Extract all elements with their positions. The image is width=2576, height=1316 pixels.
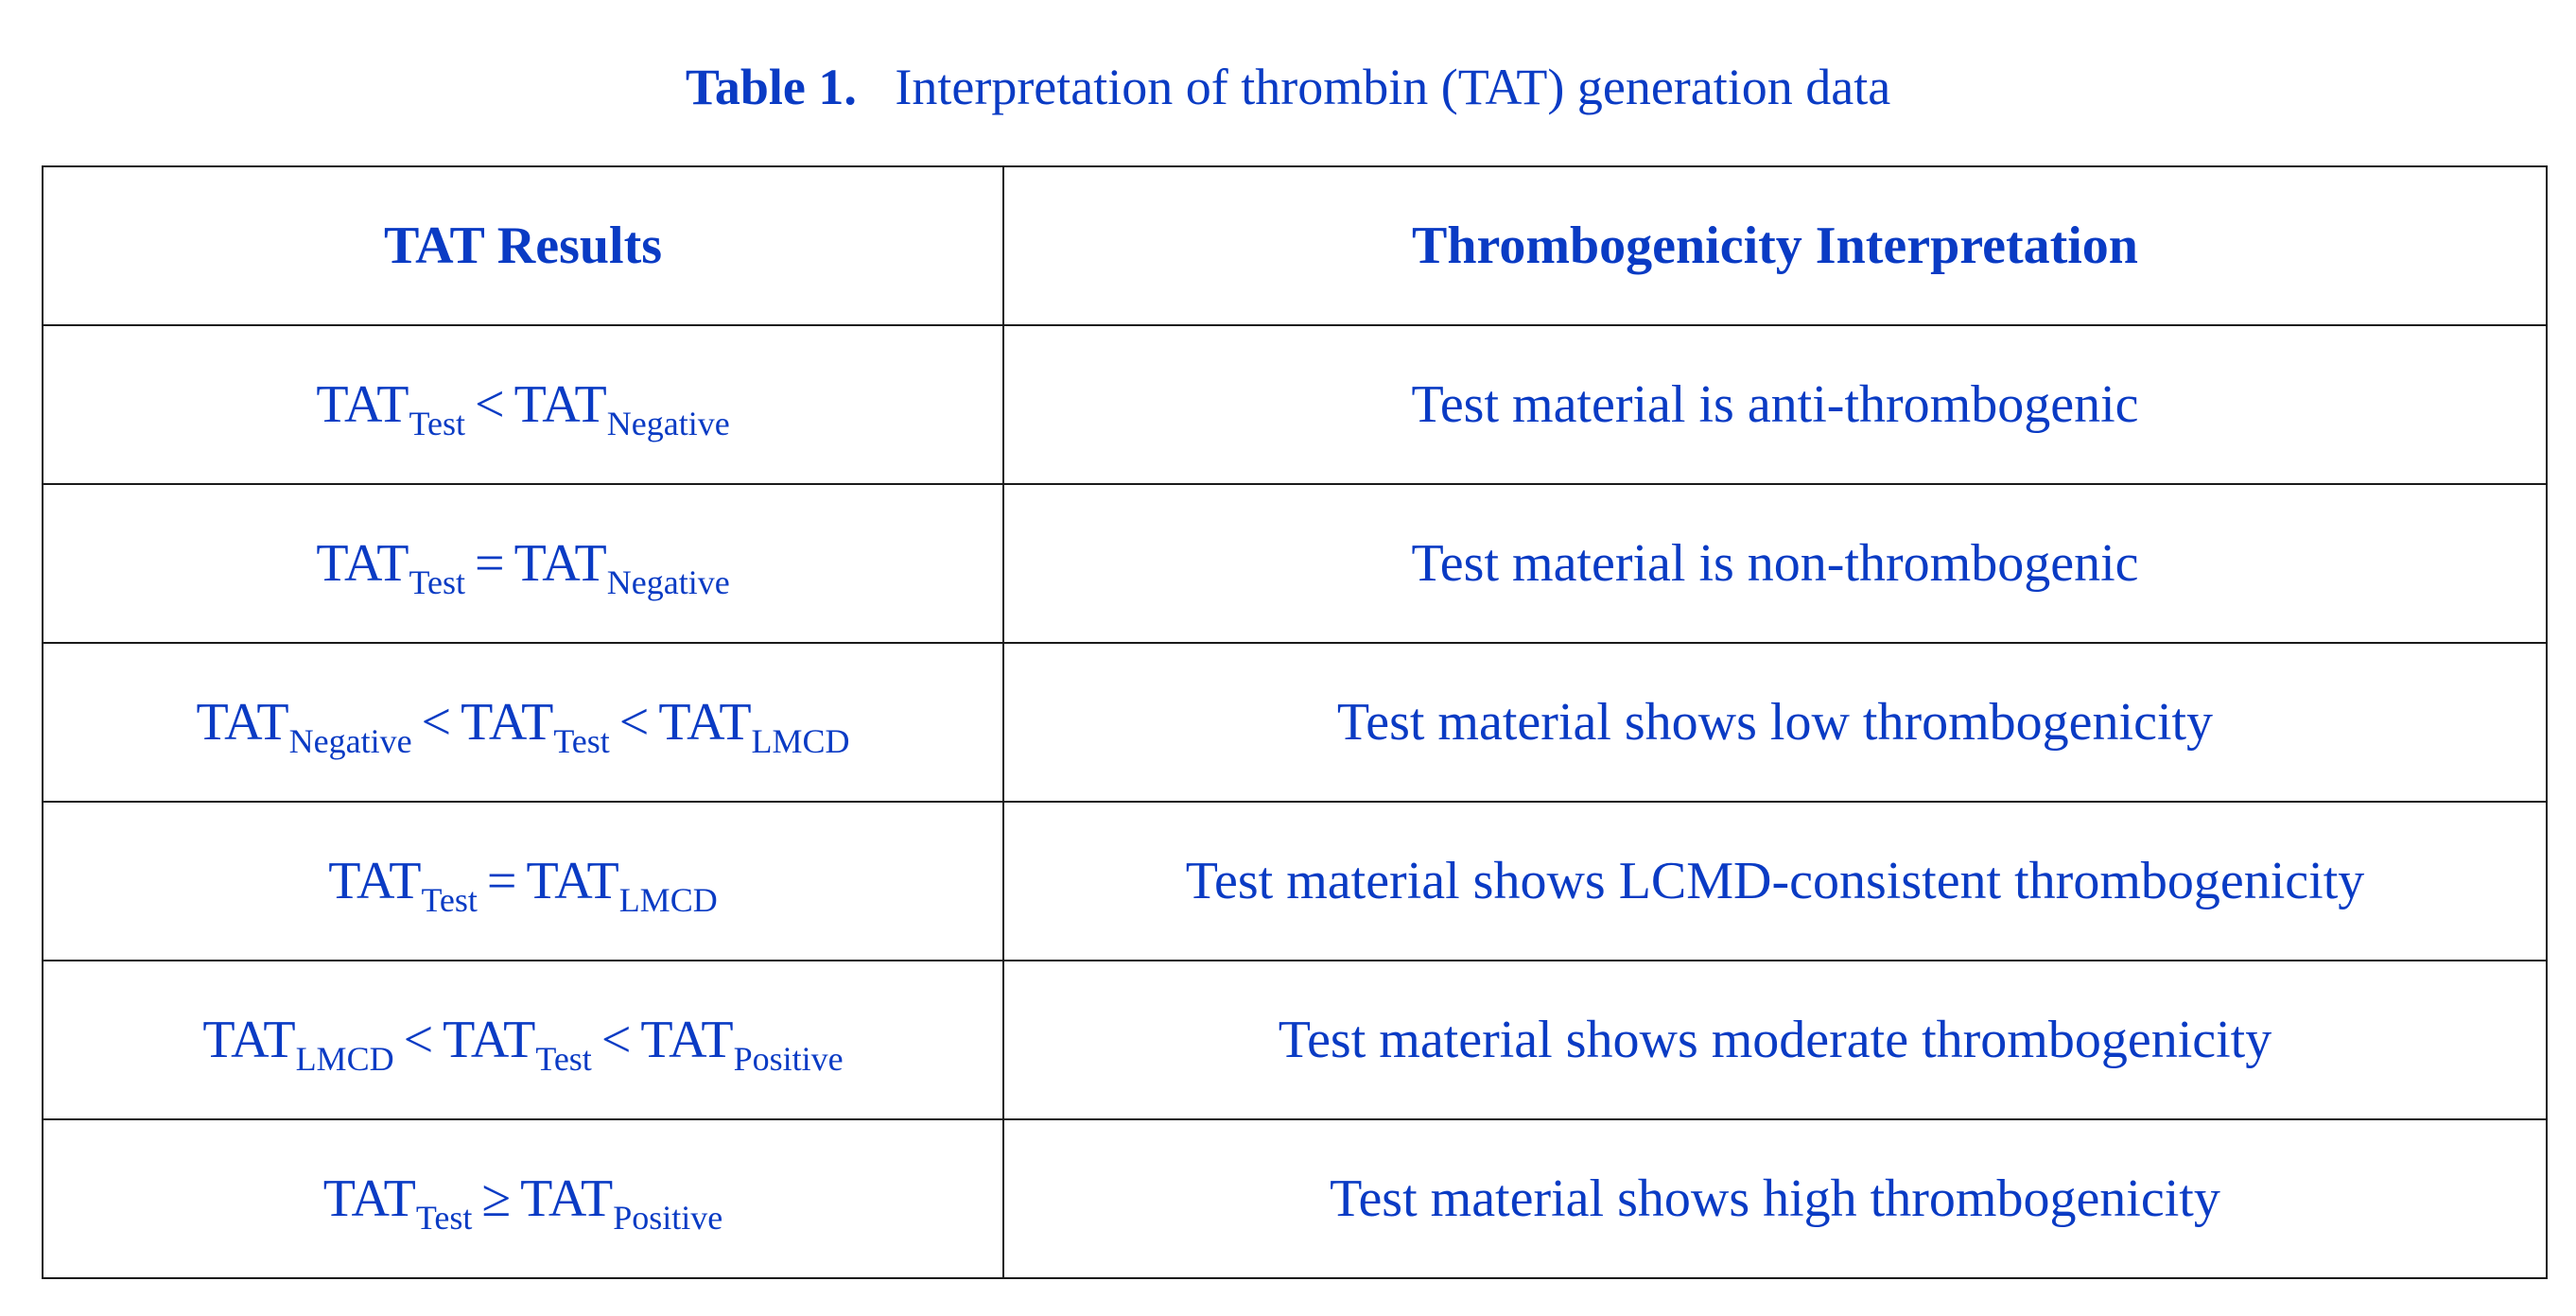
tat-term-base: TAT — [316, 534, 409, 593]
tat-result-cell — [43, 802, 1003, 961]
table-caption-label: Table 1. — [685, 59, 857, 115]
tat-result-expression — [328, 852, 718, 919]
comparison-operator: < — [421, 693, 452, 752]
tat-term — [316, 534, 465, 601]
comparison-operator: = — [474, 534, 505, 593]
tat-term-base: TAT — [328, 852, 422, 910]
tat-term-subscript: Positive — [613, 1199, 723, 1237]
interpretation-cell: Test material is anti-thrombogenic — [1003, 325, 2547, 484]
tat-result-cell — [43, 325, 1003, 484]
tat-term-subscript: Test — [415, 1199, 473, 1237]
tat-term-subscript: Test — [421, 881, 478, 919]
tat-result-expression — [202, 1011, 844, 1078]
tat-result-cell — [43, 1119, 1003, 1278]
comparison-operator: < — [600, 1011, 632, 1069]
comparison-operator: < — [618, 693, 650, 752]
tat-interpretation-table — [42, 165, 2548, 1279]
table-header-row — [43, 166, 2547, 325]
tat-term-base: TAT — [443, 1011, 536, 1069]
tat-term-subscript: Positive — [733, 1040, 844, 1078]
tat-result-expression — [316, 534, 730, 601]
interpretation-cell: Test material shows moderate thrombogenicity — [1003, 961, 2547, 1119]
tat-term-base: TAT — [640, 1011, 734, 1069]
comparison-operator: < — [403, 1011, 434, 1069]
table-row — [43, 643, 2547, 802]
table-body — [43, 325, 2547, 1278]
tat-term-subscript: Test — [535, 1040, 592, 1078]
tat-term-subscript: Test — [553, 722, 610, 760]
table-row — [43, 1119, 2547, 1278]
interpretation-cell: Test material shows LCMD-consistent thrombogenicity — [1003, 802, 2547, 961]
tat-term — [513, 375, 730, 442]
table-row — [43, 325, 2547, 484]
tat-term — [640, 1011, 844, 1078]
table-row — [43, 802, 2547, 961]
tat-result-expression — [196, 693, 850, 760]
tat-result-expression — [322, 1169, 723, 1237]
tat-term-base: TAT — [322, 1169, 416, 1228]
table-row — [43, 484, 2547, 643]
tat-term — [322, 1169, 473, 1237]
header-tat-results: TAT Results — [43, 166, 1003, 325]
interpretation-cell: Test material shows low thrombogenicity — [1003, 643, 2547, 802]
tat-term-base: TAT — [526, 852, 619, 910]
tat-result-cell — [43, 643, 1003, 802]
tat-term — [461, 693, 610, 760]
tat-term-base: TAT — [658, 693, 752, 752]
tat-result-cell — [43, 484, 1003, 643]
tat-term — [526, 852, 718, 919]
header-thrombogenicity-interpretation: Thrombogenicity Interpretation — [1003, 166, 2547, 325]
comparison-operator: ≥ — [481, 1169, 512, 1228]
tat-term — [658, 693, 850, 760]
tat-term — [520, 1169, 723, 1237]
tat-result-expression — [316, 375, 730, 442]
comparison-operator: = — [486, 852, 517, 910]
tat-term — [513, 534, 730, 601]
tat-result-cell — [43, 961, 1003, 1119]
tat-term — [443, 1011, 592, 1078]
tat-term — [328, 852, 478, 919]
interpretation-cell: Test material shows high thrombogenicity — [1003, 1119, 2547, 1278]
tat-term-base: TAT — [513, 534, 607, 593]
tat-term-base: TAT — [196, 693, 289, 752]
tat-term-subscript: Negative — [606, 563, 730, 601]
tat-term-base: TAT — [316, 375, 409, 434]
comparison-operator: < — [474, 375, 505, 434]
tat-term — [196, 693, 412, 760]
table-row — [43, 961, 2547, 1119]
tat-term-subscript: LMCD — [751, 722, 850, 760]
tat-term-subscript: Negative — [606, 405, 730, 442]
tat-term-subscript: Test — [409, 405, 465, 442]
tat-term-subscript: Negative — [288, 722, 412, 760]
table-caption — [0, 49, 2576, 125]
tat-term-subscript: LMCD — [295, 1040, 394, 1078]
interpretation-cell: Test material is non-thrombogenic — [1003, 484, 2547, 643]
tat-term-base: TAT — [461, 693, 554, 752]
table-caption-text: Interpretation of thrombin (TAT) generation data — [895, 59, 1891, 115]
tat-term-subscript: Test — [409, 563, 465, 601]
tat-term-base: TAT — [520, 1169, 614, 1228]
tat-term — [316, 375, 465, 442]
tat-term-subscript: LMCD — [618, 881, 718, 919]
tat-term-base: TAT — [202, 1011, 296, 1069]
tat-term-base: TAT — [513, 375, 607, 434]
tat-term — [202, 1011, 394, 1078]
